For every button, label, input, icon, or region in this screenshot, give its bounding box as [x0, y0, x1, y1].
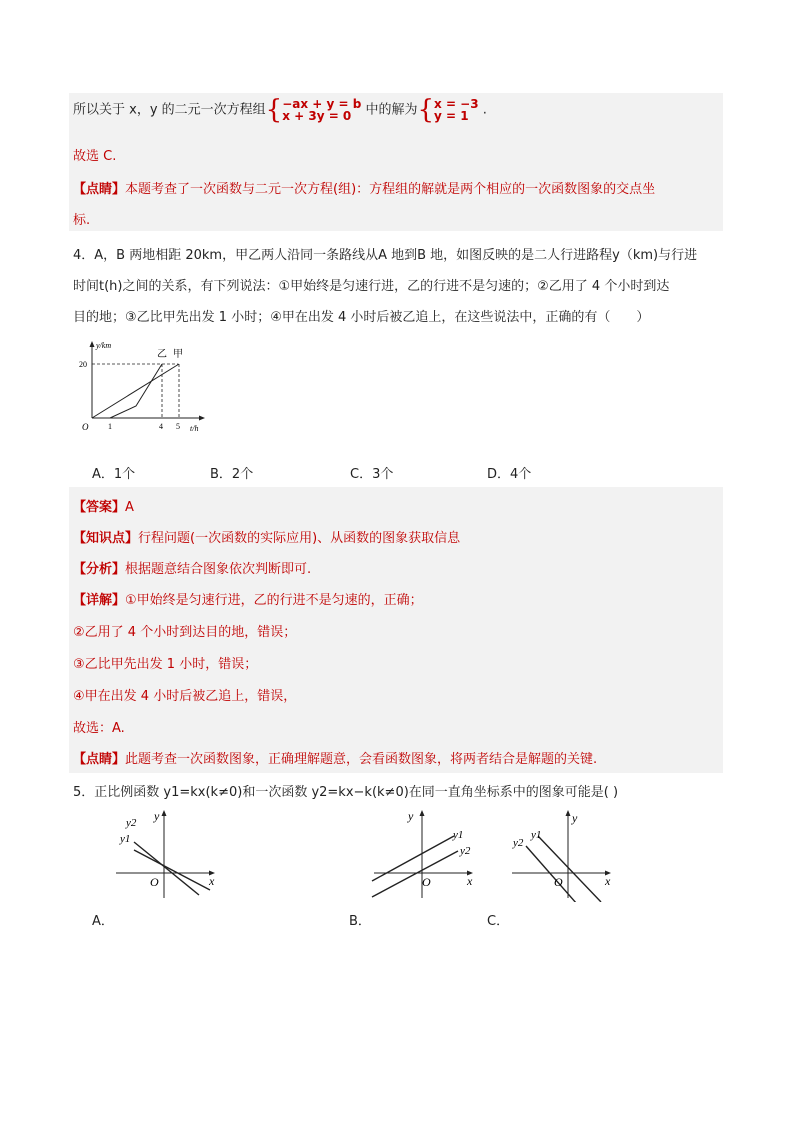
kp-text: 行程问题(一次函数的实际应用)、从函数的图象获取信息 [138, 531, 461, 546]
y-axis-arrow-icon [90, 341, 95, 347]
origin-label: O [82, 422, 89, 432]
q4-analysis [73, 558, 311, 577]
eq-row: x = −3 [434, 97, 479, 111]
x-label: x [605, 874, 611, 888]
q4-answer [73, 496, 134, 515]
q5-stem: 5．正比例函数 y1=kx(k≠0)和一次函数 y2=kx−k(k≠0)在同一直角坐标系中的图象可能是( ) [73, 785, 619, 800]
line-y1 [538, 836, 601, 902]
q4-option-d[interactable]: D．4个 [487, 467, 532, 482]
line-jia [92, 364, 179, 418]
eq-row: −ax + y = b [282, 97, 362, 111]
q3-tip [73, 178, 655, 197]
q5-graph-a [112, 806, 224, 902]
q4-detail-2: ②乙用了 4 个小时到达目的地，错误； [73, 625, 297, 640]
line-y1 [372, 836, 454, 881]
q3-choice: 故选 C. [73, 149, 117, 164]
q5-option-b[interactable]: B． [349, 914, 371, 929]
x-axis-arrow-icon [199, 416, 205, 421]
eq-row: y = 1 [434, 109, 469, 123]
q4-distance-time-graph [78, 338, 208, 438]
q4-option-a[interactable]: A．1个 [92, 467, 136, 482]
label-y2: y2 [513, 837, 524, 849]
x-tick-1: 1 [108, 422, 112, 431]
label-y2: y2 [126, 817, 137, 829]
q4-choice: 故选：A. [73, 721, 125, 736]
x-label: x [209, 874, 215, 888]
y-axis-arrow-icon [162, 810, 167, 816]
label-yi: 乙 [157, 349, 167, 360]
kp-label: 【知识点】 [73, 531, 139, 546]
label-jia: 甲 [173, 349, 183, 360]
line-y2 [134, 850, 210, 890]
q4-option-c[interactable]: C．3个 [350, 467, 394, 482]
answer-value: A [125, 500, 134, 515]
q4-option-b[interactable]: B．2个 [210, 467, 254, 482]
answer-label: 【答案】 [73, 500, 126, 515]
tip-text: 本题考查了一次函数与二元一次方程(组)：方程组的解就是两个相应的一次函数图象的交点坐 [125, 182, 656, 197]
tip-label: 【点睛】 [73, 752, 126, 767]
label-y1: y1 [120, 833, 131, 845]
line-y1 [134, 842, 199, 895]
brace-icon: { [265, 95, 283, 125]
y-label: y [408, 809, 414, 823]
detail-text: ①甲始终是匀速行进，乙的行进不是匀速的，正确； [125, 593, 423, 608]
q3-text: 所以关于 x，y 的二元一次方程组 [73, 102, 266, 118]
origin-label: O [554, 875, 563, 889]
label-y2: y2 [460, 845, 471, 857]
q5-graph-c [508, 806, 620, 902]
brace-icon: { [417, 95, 435, 125]
origin-label: O [150, 875, 159, 889]
x-tick-4: 4 [159, 422, 163, 431]
q4-tip [73, 748, 597, 767]
equation-system-1 [282, 98, 361, 122]
q4-stem-line-3: 目的地；③乙比甲先出发 1 小时；④甲在出发 4 小时后被乙追上，在这些说法中，正确的有（ ） [73, 310, 650, 325]
q5-graph-b [370, 806, 482, 902]
q5-option-a[interactable]: A． [92, 914, 114, 929]
detail-label: 【详解】 [73, 593, 126, 608]
y-label: y [572, 811, 578, 825]
x-label: x [467, 874, 473, 888]
q4-stem-line-2: 时间t(h)之间的关系，有下列说法：①甲始终是匀速行进，乙的行进不是匀速的；②乙用了 4 个小时到达 [73, 279, 670, 294]
y-label: y [154, 809, 160, 823]
analysis-label: 【分析】 [73, 562, 126, 577]
q3-text: . [482, 102, 487, 118]
analysis-text: 根据题意结合图象依次判断即可. [125, 562, 312, 577]
origin-label: O [422, 875, 431, 889]
q5-option-c[interactable]: C． [487, 914, 510, 929]
eq-row: x + 3y = 0 [282, 109, 352, 123]
y-axis-arrow-icon [566, 810, 571, 816]
tip-label: 【点睛】 [73, 182, 126, 197]
q4-knowledge-point [73, 527, 460, 546]
equation-system-2 [434, 98, 479, 122]
q3-tip-cont: 标. [73, 213, 91, 228]
q4-detail-3: ③乙比甲先出发 1 小时，错误； [73, 657, 258, 672]
x-axis-label: t/h [190, 424, 199, 433]
q4-stem-line-1: 4．A，B 两地相距 20km，甲乙两人沿同一条路线从A 地到B 地，如图反映的是二人行进路程y（km)与行进 [73, 248, 698, 263]
q3-solution-line [73, 97, 487, 123]
y-axis-label: y/km [96, 341, 112, 350]
q4-detail-1 [73, 589, 423, 608]
label-y1: y1 [453, 829, 464, 841]
q4-detail-4: ④甲在出发 4 小时后被乙追上，错误， [73, 689, 297, 704]
x-tick-5: 5 [176, 422, 180, 431]
y-axis-arrow-icon [420, 810, 425, 816]
label-y1: y1 [531, 829, 542, 841]
y-tick-20: 20 [79, 360, 87, 369]
q3-text: 中的解为 [365, 102, 418, 118]
tip-text: 此题考查一次函数图象，正确理解题意，会看函数图象，将两者结合是解题的关键. [125, 752, 598, 767]
